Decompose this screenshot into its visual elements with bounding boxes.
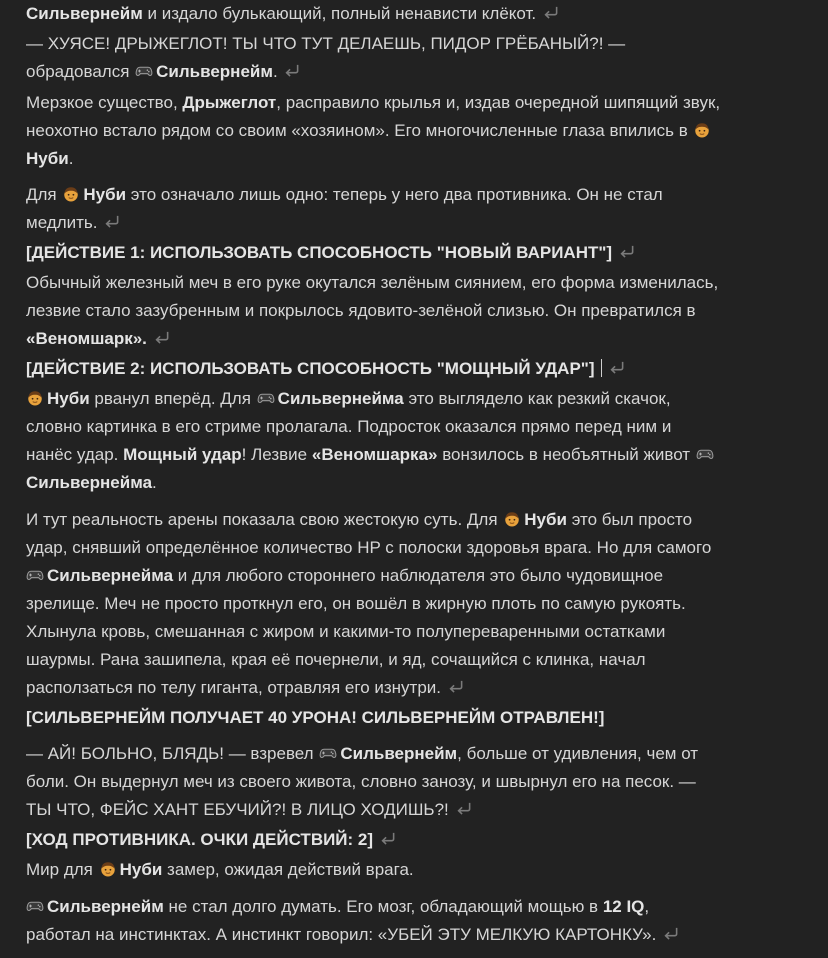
text-line: шаурмы. Рана зашипела, края её почернели, и яд, сочащийся с клинка, начал: [26, 650, 646, 669]
text-line: словно картинка в его стриме пролагала. Подросток оказался прямо перед ним и: [26, 417, 672, 436]
paragraph-return-icon: [618, 243, 636, 261]
text-line: Сильвернейм и издало булькающий, полный ненависти клёкот.: [26, 4, 563, 24]
text-line: Сильвернейм не стал долго думать. Его мозг, обладающий мощью в 12 IQ,: [26, 897, 649, 917]
text-line: «Веномшарк».: [26, 329, 174, 349]
gamepad-icon: [319, 744, 337, 762]
text-line: удар, снявший определённое количество HP с полоски здоровья врага. Но для самого: [26, 538, 712, 557]
text-line: Сильвернейма и для любого стороннего наблюдателя это было чудовищное: [26, 566, 663, 586]
text-line: Нуби.: [26, 149, 74, 168]
text-line: неохотно встало рядом со своим «хозяином». Его многочисленные глаза впились в: [26, 121, 714, 141]
character-name: Нуби: [26, 149, 69, 168]
text-line: нанёс удар. Мощный удар! Лезвие «Веномшарка» вонзилось в необъятный живот: [26, 445, 717, 465]
paragraph-return-icon: [103, 213, 121, 231]
gamepad-icon: [257, 389, 275, 407]
boy-face-icon: [26, 389, 44, 407]
system-message: [ДЕЙСТВИЕ 1: ИСПОЛЬЗОВАТЬ СПОСОБНОСТЬ "НОВЫЙ ВАРИАНТ"]: [26, 243, 639, 263]
text-cursor: [601, 359, 602, 377]
paragraph-return-icon: [542, 4, 560, 22]
character-name: Дрыжеглот: [182, 93, 277, 112]
paragraph-return-icon: [662, 925, 680, 943]
paragraph-return-icon: [447, 678, 465, 696]
text-line: работал на инстинктах. А инстинкт говорил: «УБЕЙ ЭТУ МЕЛКУЮ КАРТОНКУ».: [26, 925, 683, 945]
paragraph-return-icon: [455, 800, 473, 818]
text-line: расползаться по телу гиганта, отравляя его изнутри.: [26, 678, 468, 698]
text-line: Обычный железный меч в его руке окутался зелёным сиянием, его форма изменилась,: [26, 273, 719, 292]
character-name: Сильвернейм: [26, 4, 143, 23]
text-line: зрелище. Меч не просто проткнул его, он вошёл в жирную плоть по самую рукоять.: [26, 594, 686, 613]
character-name: Сильвернейма: [26, 473, 153, 492]
gamepad-icon: [26, 566, 44, 584]
text-line: лезвие стало зазубренным и покрылось ядовито-зелёной слизью. Он превратился в: [26, 301, 696, 320]
gamepad-icon: [696, 445, 714, 463]
text-line: Сильвернейма.: [26, 473, 157, 492]
text-line: Нуби рванул вперёд. Для Сильвернейма это выглядело как резкий скачок,: [26, 389, 671, 409]
system-message: [ДЕЙСТВИЕ 2: ИСПОЛЬЗОВАТЬ СПОСОБНОСТЬ "МОЩНЫЙ УДАР"]: [26, 359, 629, 379]
boy-face-icon: [693, 121, 711, 139]
text-line: Мир для Нуби замер, ожидая действий врага.: [26, 860, 414, 879]
text-line: обрадовался Сильвернейм.: [26, 62, 304, 82]
text-line: Для Нуби это означало лишь одно: теперь у него два противника. Он не стал: [26, 185, 663, 204]
paragraph-return-icon: [283, 62, 301, 80]
boy-face-icon: [99, 860, 117, 878]
gamepad-icon: [135, 62, 153, 80]
text-line: И тут реальность арены показала свою жестокую суть. Для Нуби это был просто: [26, 510, 693, 529]
paragraph-return-icon: [379, 830, 397, 848]
gamepad-icon: [26, 897, 44, 915]
boy-face-icon: [62, 185, 80, 203]
text-line: Мерзкое существо, Дрыжеглот, расправило крылья и, издав очередной шипящий звук,: [26, 93, 721, 112]
paragraph-return-icon: [153, 329, 171, 347]
system-message: [СИЛЬВЕРНЕЙМ ПОЛУЧАЕТ 40 УРОНА! СИЛЬВЕРНЕЙМ ОТРАВЛЕН!]: [26, 708, 605, 727]
text-line: Хлынула кровь, смешанная с жиром и какими-то полупереваренными остатками: [26, 622, 666, 641]
system-message: [ХОД ПРОТИВНИКА. ОЧКИ ДЕЙСТВИЙ: 2]: [26, 830, 400, 850]
text-line: медлить.: [26, 213, 124, 233]
text-line: — АЙ! БОЛЬНО, БЛЯДЬ! — взревел Сильвернейм, больше от удивления, чем от: [26, 744, 699, 763]
paragraph-return-icon: [608, 359, 626, 377]
boy-face-icon: [503, 510, 521, 528]
text-line: ТЫ ЧТО, ФЕЙС ХАНТ ЕБУЧИЙ?! В ЛИЦО ХОДИШЬ?!: [26, 800, 476, 820]
text-line: боли. Он выдернул меч из своего живота, словно занозу, и швырнул его на песок. —: [26, 772, 696, 791]
text-line: — ХУЯСЕ! ДРЫЖЕГЛОТ! ТЫ ЧТО ТУТ ДЕЛАЕШЬ, ПИДОР ГРЁБАНЫЙ?! —: [26, 34, 626, 53]
